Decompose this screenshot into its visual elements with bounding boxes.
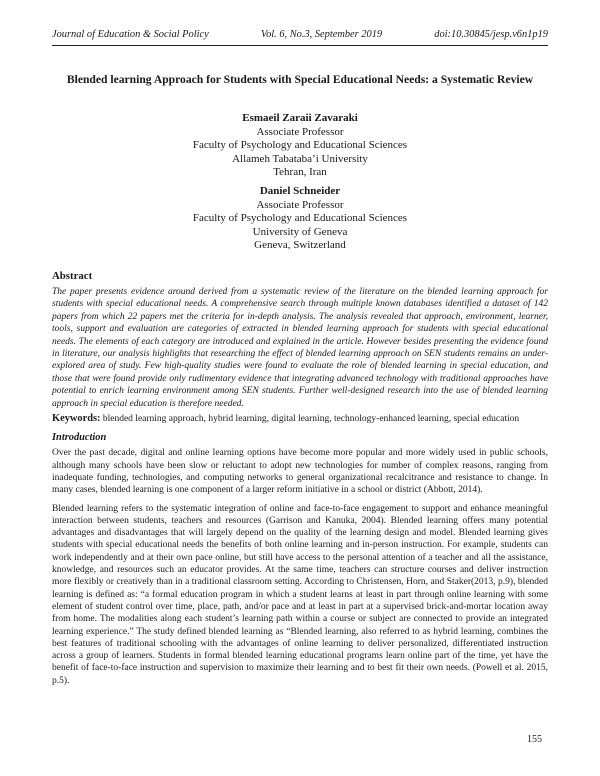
author-position: Associate Professor [256,125,344,138]
doi: doi:10.30845/jesp.v6n1p19 [434,29,548,40]
introduction-heading: Introduction [52,432,107,444]
author-name: Daniel Schneider [259,184,341,197]
abstract-text: The paper presents evidence around derived from a systematic review of the literature on the blended learning approach for students with special educational needs. A comprehensive search through multiple known databases identified a dataset of 142 papers from which 22 papers met the criteria for in-depth analysis. The analysis revealed that approach, environment, learner, tools, support and evaluation are categories of extracted in blended learning approach for students with special educational needs. The elements of each category are introduced and explained in the article. However besides presenting the evidence found in literature, our analysis highlights that researching the effect of blended learning approach on SEN students remains an under-explored area of study. Few high-quality studies were found to evaluate the role of blended learning in special education, and those that were found provide only rudimentary evidence that integrating advanced technology with traditional approaches have potential to enrich learning environment among SEN students. Further well-designed research into the use of blended learning approach in special education is therefore needed. [52,286,548,409]
author-position: Associate Professor [256,198,344,211]
author-location: Tehran, Iran [273,166,327,179]
author-location: Geneva, Switzerland [254,239,346,252]
body-paragraph: Blended learning refers to the systematic integration of online and face-to-face engagement to support and enhance meaningful interaction between students, teachers and resources (Garrison and Kanuka, 2004). Blended learning offers many potential advantages and disadvantages that will largely depend on the quality of the learning design and model. Blended learning gives students with special educational needs the benefits of both online learning and in-person instruction. For example, students can work independently and at their own pace online, but still have access to the personal attention of a teacher and all the assistance, knowledge, and resources such an educator provides. At the same time, teachers can structure courses and deliver instruction more flexibly or creatively than in a traditional classroom setting. According to Christensen, Horn, and Staker(2013, p.9), blended learning is defined as: “a formal education program in which a student learns at least in part through online learning with some element of student control over time, place, path, and/or pace and at least in part at a supervised brick-and-mortar location away from home. The modalities along each student’s learning path within a course or subject are connected to provide an integrated learning experience.” The study defined blended learning as “Blended learning, also referred to as hybrid learning, combines the best features of traditional schooling with the advantages of online learning to deliver personalized, differentiated instruction across a group of learners. Students in formal blended learning educational programs learn online part of the time, yet have the benefit of face-to-face instruction and supervision to maximize their learning and to best fit their own needs. (Powell et al. 2015, p.5). [52,503,548,686]
author-university: University of Geneva [252,225,348,238]
journal-name: Journal of Education & Social Policy [52,29,209,40]
page-number: 155 [527,734,542,745]
paper-title: Blended learning Approach for Students with Special Educational Needs: a Systematic Review [66,73,534,86]
keywords-label: Keywords: [52,413,101,424]
keywords [52,413,548,425]
author-university: Allameh Tabataba’i University [232,152,368,165]
author-block-1 [52,112,548,180]
volume-info: Vol. 6, No.3, September 2019 [260,29,383,40]
paper-page [52,28,548,687]
running-head [52,28,548,46]
author-faculty: Faculty of Psychology and Educational Sciences [192,139,408,152]
author-faculty: Faculty of Psychology and Educational Sciences [192,212,408,225]
author-name: Esmaeil Zaraii Zavaraki [242,112,358,124]
keywords-text: blended learning approach, hybrid learning, digital learning, technology-enhanced learning, special education [102,414,520,424]
body-paragraph: Over the past decade, digital and online learning options have become more popular and more widely used in public schools, although many schools have been slow or reluctant to adopt new technologies for number of complex reasons, ranging from inadequate funding, technologies, and computing networks to general organizational recalcitrance and resistance to change. In many cases, blended learning is one component of a larger reform initiative in a school or district (Abbott, 2014). [52,448,548,496]
author-block-2 [52,185,548,253]
abstract-heading: Abstract [52,269,93,282]
